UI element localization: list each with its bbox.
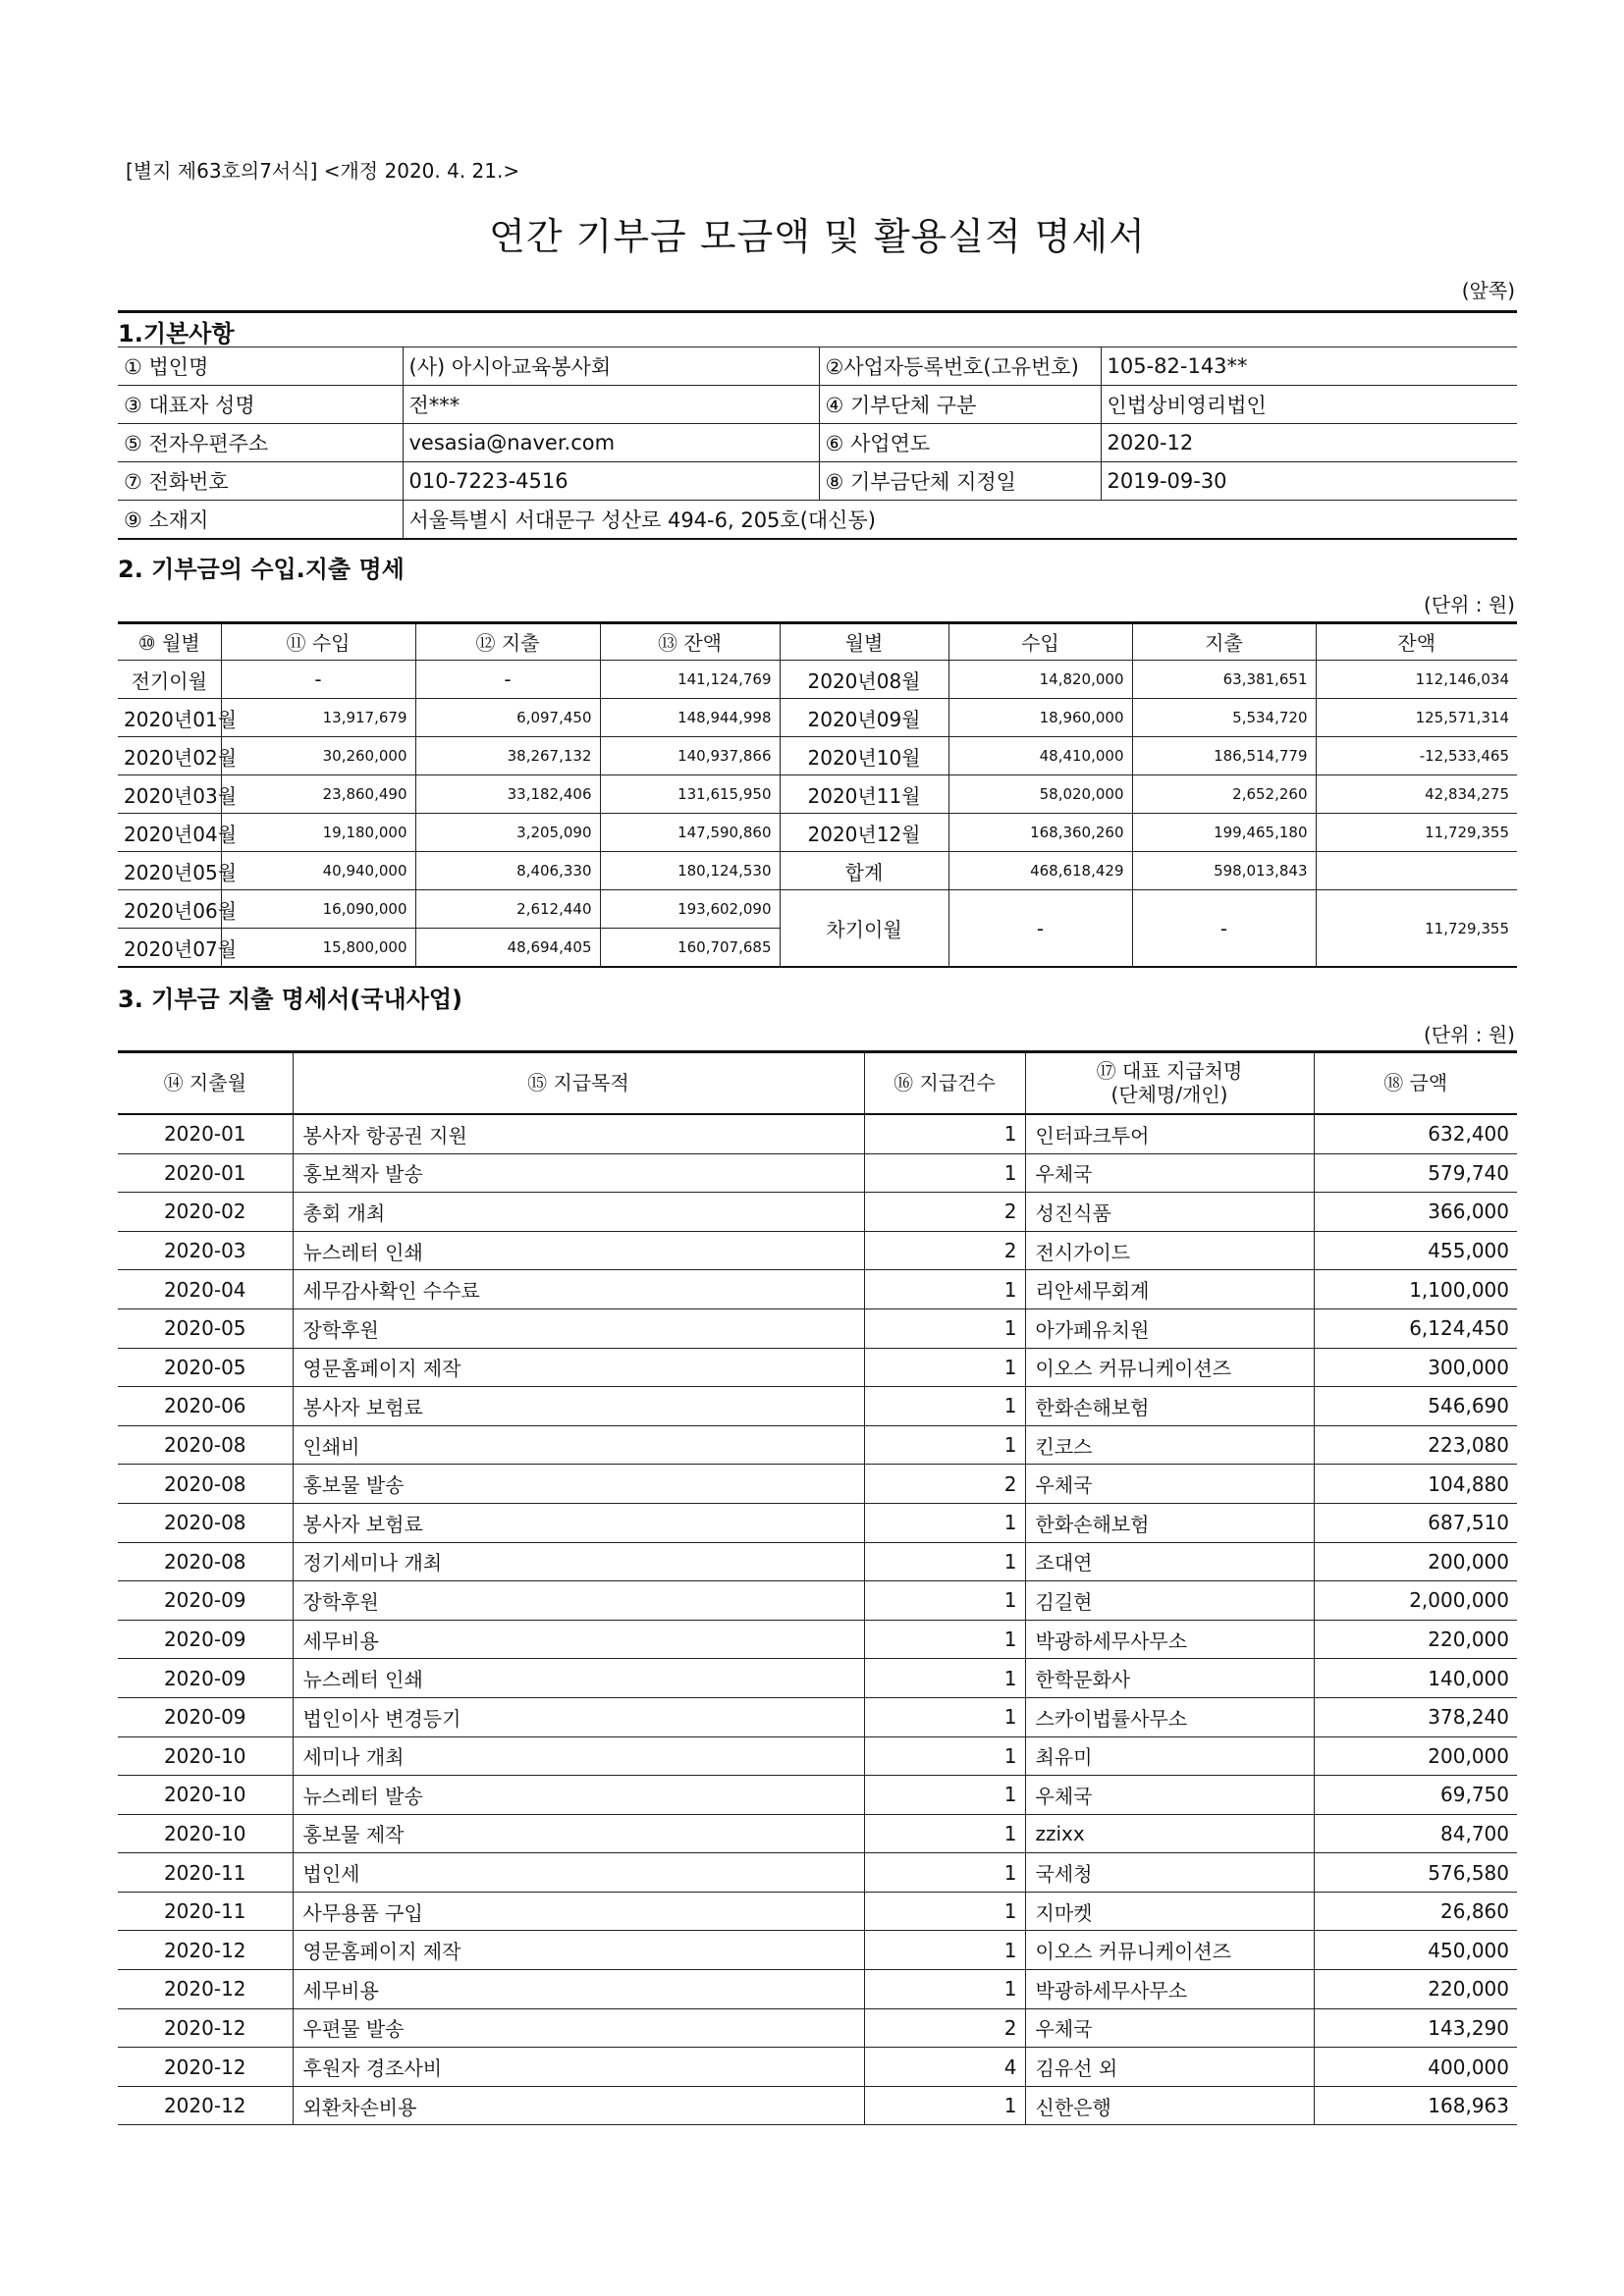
- right-in-cell: 168,360,260: [948, 814, 1132, 852]
- right-out-cell: -: [1132, 890, 1316, 968]
- expense-month-cell: 2020-12: [118, 2048, 293, 2087]
- expense-month-cell: 2020-11: [118, 1853, 293, 1893]
- expense-count-cell: 2: [864, 1231, 1025, 1270]
- expense-purpose-cell: 홍보책자 발송: [293, 1153, 864, 1193]
- expense-amount-cell: 300,000: [1314, 1348, 1517, 1387]
- expense-purpose-cell: 뉴스레터 인쇄: [293, 1231, 864, 1270]
- left-month-cell: 2020년07월: [118, 929, 221, 968]
- expense-count-cell: 1: [864, 1892, 1025, 1931]
- expense-purpose-cell: 인쇄비: [293, 1425, 864, 1465]
- field-label: ②사업자등록번호(고유번호): [819, 347, 1101, 386]
- expense-purpose-cell: 외환차손비용: [293, 2086, 864, 2125]
- expense-recipient-cell: zzixx: [1025, 1814, 1314, 1853]
- expense-recipient-cell: 우체국: [1025, 1465, 1314, 1504]
- expense-recipient-cell: 박광하세무사무소: [1025, 1970, 1314, 2009]
- expense-count-cell: 1: [864, 1736, 1025, 1776]
- expense-row: [118, 1153, 1517, 1193]
- expense-recipient-cell: 조대연: [1025, 1542, 1314, 1581]
- expense-purpose-cell: 법인이사 변경등기: [293, 1697, 864, 1736]
- expense-row: [118, 1776, 1517, 1815]
- expense-recipient-cell: 한화손해보험: [1025, 1503, 1314, 1542]
- field-value: 2019-09-30: [1101, 462, 1517, 501]
- expense-month-cell: 2020-08: [118, 1465, 293, 1504]
- expense-amount-cell: 200,000: [1314, 1736, 1517, 1776]
- expense-month-cell: 2020-01: [118, 1114, 293, 1153]
- expense-purpose-cell: 봉사자 보험료: [293, 1503, 864, 1542]
- expense-purpose-cell: 봉사자 항공권 지원: [293, 1114, 864, 1153]
- right-bal-cell: 112,146,034: [1316, 661, 1517, 699]
- left-out-cell: 3,205,090: [415, 814, 600, 852]
- right-month-cell: 2020년11월: [780, 775, 948, 814]
- expense-month-cell: 2020-05: [118, 1308, 293, 1348]
- left-out-cell: 8,406,330: [415, 852, 600, 890]
- field-label: ⑧ 기부금단체 지정일: [819, 462, 1101, 501]
- expense-amount-cell: 6,124,450: [1314, 1308, 1517, 1348]
- expense-row: [118, 1892, 1517, 1931]
- field-value: 010-7223-4516: [403, 462, 819, 501]
- field-label: ③ 대표자 성명: [118, 386, 403, 424]
- income-col-header: 수입: [948, 623, 1132, 661]
- right-bal-cell: 11,729,355: [1316, 890, 1517, 968]
- income-col-header: 지출: [1132, 623, 1316, 661]
- right-out-cell: 186,514,779: [1132, 737, 1316, 775]
- left-month-cell: 2020년04월: [118, 814, 221, 852]
- expense-row: [118, 1425, 1517, 1465]
- field-value: (사) 아시아교육봉사회: [403, 347, 819, 386]
- field-value: 105-82-143**: [1101, 347, 1517, 386]
- document-title: 연간 기부금 모금액 및 활용실적 명세서: [489, 215, 1146, 258]
- expense-recipient-cell: 최유미: [1025, 1736, 1314, 1776]
- expense-count-cell: 1: [864, 1776, 1025, 1815]
- income-col-header: 잔액: [1316, 623, 1517, 661]
- expense-recipient-cell: 김유선 외: [1025, 2048, 1314, 2087]
- right-out-cell: 598,013,843: [1132, 852, 1316, 890]
- expense-row: [118, 1114, 1517, 1153]
- expense-amount-cell: 223,080: [1314, 1425, 1517, 1465]
- expense-amount-cell: 168,963: [1314, 2086, 1517, 2125]
- expense-row: [118, 1465, 1517, 1504]
- page-side-label: (앞쪽): [1461, 279, 1515, 302]
- expense-row: [118, 1736, 1517, 1776]
- expense-amount-cell: 1,100,000: [1314, 1270, 1517, 1309]
- expense-amount-cell: 143,290: [1314, 2008, 1517, 2048]
- address-label: ⑨ 소재지: [118, 501, 403, 540]
- expense-recipient-cell: 한화손해보험: [1025, 1387, 1314, 1426]
- expense-count-cell: 1: [864, 1620, 1025, 1659]
- expense-month-cell: 2020-08: [118, 1542, 293, 1581]
- expense-row: [118, 1853, 1517, 1893]
- left-bal-cell: 141,124,769: [600, 661, 780, 699]
- section-3-title: 3. 기부금 지출 명세서(국내사업): [118, 986, 463, 1013]
- expense-purpose-cell: 장학후원: [293, 1581, 864, 1621]
- field-value: 2020-12: [1101, 424, 1517, 462]
- right-bal-cell: [1316, 852, 1517, 890]
- field-value: 전***: [403, 386, 819, 424]
- left-month-cell: 2020년06월: [118, 890, 221, 929]
- col-header-purpose: ⑮ 지급목적: [293, 1052, 864, 1114]
- basic-info-row: [118, 347, 1517, 386]
- expense-month-cell: 2020-12: [118, 2008, 293, 2048]
- expense-recipient-cell: 우체국: [1025, 1776, 1314, 1815]
- section-1-title: 1.기본사항: [118, 320, 235, 347]
- basic-info-row: [118, 462, 1517, 501]
- left-bal-cell: 140,937,866: [600, 737, 780, 775]
- expense-count-cell: 2: [864, 1465, 1025, 1504]
- right-out-cell: 2,652,260: [1132, 775, 1316, 814]
- expense-recipient-cell: 우체국: [1025, 1153, 1314, 1193]
- field-label: ④ 기부단체 구분: [819, 386, 1101, 424]
- expense-amount-cell: 104,880: [1314, 1465, 1517, 1504]
- expense-month-cell: 2020-02: [118, 1193, 293, 1232]
- left-month-cell: 2020년01월: [118, 699, 221, 737]
- field-label: ⑦ 전화번호: [118, 462, 403, 501]
- expense-count-cell: 1: [864, 1853, 1025, 1893]
- left-month-cell: 2020년03월: [118, 775, 221, 814]
- basic-info-row: [118, 424, 1517, 462]
- expense-row: [118, 1308, 1517, 1348]
- expense-purpose-cell: 영문홈페이지 제작: [293, 1348, 864, 1387]
- expense-recipient-cell: 리안세무회계: [1025, 1270, 1314, 1309]
- expense-row: [118, 2048, 1517, 2087]
- section-1-top-rule: [118, 310, 1517, 313]
- expense-month-cell: 2020-03: [118, 1231, 293, 1270]
- address-value: 서울특별시 서대문구 성산로 494-6, 205호(대신동): [403, 501, 1517, 540]
- right-month-cell: 합계: [780, 852, 948, 890]
- expense-recipient-cell: 김길현: [1025, 1581, 1314, 1621]
- left-in-cell: 16,090,000: [221, 890, 415, 929]
- expense-row: [118, 1387, 1517, 1426]
- col-header-recipient-line2: (단체명/개인): [1110, 1083, 1228, 1106]
- expense-purpose-cell: 봉사자 보험료: [293, 1387, 864, 1426]
- expense-amount-cell: 455,000: [1314, 1231, 1517, 1270]
- expense-purpose-cell: 홍보물 제작: [293, 1814, 864, 1853]
- expense-count-cell: 1: [864, 1308, 1025, 1348]
- col-header-recipient: [1025, 1052, 1314, 1114]
- expense-row: [118, 1581, 1517, 1621]
- expense-month-cell: 2020-09: [118, 1581, 293, 1621]
- basic-info-row-address: [118, 501, 1517, 540]
- expense-amount-cell: 2,000,000: [1314, 1581, 1517, 1621]
- expense-count-cell: 1: [864, 2086, 1025, 2125]
- expense-purpose-cell: 뉴스레터 발송: [293, 1776, 864, 1815]
- income-row: [118, 814, 1517, 852]
- expense-month-cell: 2020-05: [118, 1348, 293, 1387]
- expense-amount-cell: 450,000: [1314, 1931, 1517, 1970]
- expense-recipient-cell: 인터파크투어: [1025, 1114, 1314, 1153]
- expense-amount-cell: 140,000: [1314, 1659, 1517, 1698]
- expense-month-cell: 2020-12: [118, 1931, 293, 1970]
- form-number: [별지 제63호의7서식] <개정 2020. 4. 21.>: [126, 159, 520, 183]
- left-in-cell: -: [221, 661, 415, 699]
- expense-amount-cell: 84,700: [1314, 1814, 1517, 1853]
- expense-recipient-cell: 성진식품: [1025, 1193, 1314, 1232]
- expense-purpose-cell: 홍보물 발송: [293, 1465, 864, 1504]
- expense-row: [118, 1931, 1517, 1970]
- expense-month-cell: 2020-09: [118, 1620, 293, 1659]
- expense-count-cell: 1: [864, 1970, 1025, 2009]
- field-label: ⑥ 사업연도: [819, 424, 1101, 462]
- income-col-header: ⑫ 지출: [415, 623, 600, 661]
- expense-month-cell: 2020-09: [118, 1697, 293, 1736]
- expense-count-cell: 1: [864, 1931, 1025, 1970]
- left-in-cell: 19,180,000: [221, 814, 415, 852]
- basic-info-table: [118, 347, 1517, 540]
- col-header-recipient-line1: ⑰ 대표 지급처명: [1096, 1059, 1243, 1083]
- left-month-cell: 2020년02월: [118, 737, 221, 775]
- expense-amount-cell: 579,740: [1314, 1153, 1517, 1193]
- expense-month-cell: 2020-12: [118, 1970, 293, 2009]
- right-in-cell: 48,410,000: [948, 737, 1132, 775]
- expense-row: [118, 1270, 1517, 1309]
- expense-amount-cell: 546,690: [1314, 1387, 1517, 1426]
- expense-amount-cell: 632,400: [1314, 1114, 1517, 1153]
- left-in-cell: 30,260,000: [221, 737, 415, 775]
- expense-row: [118, 1814, 1517, 1853]
- expense-recipient-cell: 전시가이드: [1025, 1231, 1314, 1270]
- expense-month-cell: 2020-01: [118, 1153, 293, 1193]
- expense-recipient-cell: 지마켓: [1025, 1892, 1314, 1931]
- expense-month-cell: 2020-06: [118, 1387, 293, 1426]
- expense-recipient-cell: 박광하세무사무소: [1025, 1620, 1314, 1659]
- expense-row: [118, 1193, 1517, 1232]
- income-col-header: 월별: [780, 623, 948, 661]
- expense-count-cell: 1: [864, 1425, 1025, 1465]
- income-row: [118, 775, 1517, 814]
- expense-count-cell: 1: [864, 1814, 1025, 1853]
- right-out-cell: 5,534,720: [1132, 699, 1316, 737]
- expense-amount-cell: 200,000: [1314, 1542, 1517, 1581]
- income-expense-table: [118, 623, 1517, 968]
- col-header-amount: ⑱ 금액: [1314, 1052, 1517, 1114]
- expense-detail-table: [118, 1052, 1517, 2125]
- section-3-unit: (단위 : 원): [1423, 1023, 1515, 1046]
- expense-purpose-cell: 세미나 개최: [293, 1736, 864, 1776]
- expense-month-cell: 2020-11: [118, 1892, 293, 1931]
- expense-month-cell: 2020-10: [118, 1814, 293, 1853]
- expense-purpose-cell: 뉴스레터 인쇄: [293, 1659, 864, 1698]
- expense-count-cell: 1: [864, 1659, 1025, 1698]
- expense-row: [118, 1348, 1517, 1387]
- expense-amount-cell: 69,750: [1314, 1776, 1517, 1815]
- expense-row: [118, 1231, 1517, 1270]
- expense-count-cell: 4: [864, 2048, 1025, 2087]
- expense-month-cell: 2020-04: [118, 1270, 293, 1309]
- expense-row: [118, 1659, 1517, 1698]
- expense-recipient-cell: 아가페유치원: [1025, 1308, 1314, 1348]
- expense-row: [118, 2086, 1517, 2125]
- basic-info-row: [118, 386, 1517, 424]
- field-label: ⑤ 전자우편주소: [118, 424, 403, 462]
- expense-month-cell: 2020-08: [118, 1503, 293, 1542]
- right-out-cell: 199,465,180: [1132, 814, 1316, 852]
- right-month-cell: 2020년10월: [780, 737, 948, 775]
- income-row: [118, 661, 1517, 699]
- right-in-cell: 58,020,000: [948, 775, 1132, 814]
- expense-recipient-cell: 국세청: [1025, 1853, 1314, 1893]
- left-in-cell: 23,860,490: [221, 775, 415, 814]
- expense-recipient-cell: 이오스 커뮤니케이션즈: [1025, 1348, 1314, 1387]
- expense-count-cell: 1: [864, 1387, 1025, 1426]
- section-2-title: 2. 기부금의 수입.지출 명세: [118, 556, 405, 583]
- right-month-cell: 2020년08월: [780, 661, 948, 699]
- col-header-count: ⑯ 지급건수: [864, 1052, 1025, 1114]
- col-header-month: ⑭ 지출월: [118, 1052, 293, 1114]
- expense-purpose-cell: 총회 개최: [293, 1193, 864, 1232]
- expense-row: [118, 1697, 1517, 1736]
- field-label: ① 법인명: [118, 347, 403, 386]
- left-bal-cell: 180,124,530: [600, 852, 780, 890]
- expense-count-cell: 1: [864, 1114, 1025, 1153]
- left-out-cell: 33,182,406: [415, 775, 600, 814]
- right-month-cell: 2020년12월: [780, 814, 948, 852]
- expense-amount-cell: 220,000: [1314, 1970, 1517, 2009]
- expense-purpose-cell: 영문홈페이지 제작: [293, 1931, 864, 1970]
- left-in-cell: 15,800,000: [221, 929, 415, 968]
- expense-month-cell: 2020-12: [118, 2086, 293, 2125]
- income-col-header: ⑩ 월별: [118, 623, 221, 661]
- right-in-cell: 468,618,429: [948, 852, 1132, 890]
- expense-month-cell: 2020-10: [118, 1736, 293, 1776]
- expense-amount-cell: 220,000: [1314, 1620, 1517, 1659]
- right-in-cell: -: [948, 890, 1132, 968]
- expense-count-cell: 2: [864, 1193, 1025, 1232]
- expense-purpose-cell: 법인세: [293, 1853, 864, 1893]
- left-month-cell: 2020년05월: [118, 852, 221, 890]
- expense-purpose-cell: 우편물 발송: [293, 2008, 864, 2048]
- left-month-cell: 전기이월: [118, 661, 221, 699]
- expense-purpose-cell: 후원자 경조사비: [293, 2048, 864, 2087]
- expense-count-cell: 1: [864, 1348, 1025, 1387]
- income-col-header: ⑪ 수입: [221, 623, 415, 661]
- left-in-cell: 40,940,000: [221, 852, 415, 890]
- expense-recipient-cell: 신한은행: [1025, 2086, 1314, 2125]
- right-bal-cell: 125,571,314: [1316, 699, 1517, 737]
- expense-amount-cell: 687,510: [1314, 1503, 1517, 1542]
- left-bal-cell: 147,590,860: [600, 814, 780, 852]
- expense-count-cell: 1: [864, 1697, 1025, 1736]
- expense-purpose-cell: 세무비용: [293, 1620, 864, 1659]
- expense-recipient-cell: 킨코스: [1025, 1425, 1314, 1465]
- left-out-cell: 6,097,450: [415, 699, 600, 737]
- expense-recipient-cell: 이오스 커뮤니케이션즈: [1025, 1931, 1314, 1970]
- expense-recipient-cell: 한학문화사: [1025, 1659, 1314, 1698]
- left-bal-cell: 148,944,998: [600, 699, 780, 737]
- expense-count-cell: 1: [864, 1542, 1025, 1581]
- expense-row: [118, 1542, 1517, 1581]
- expense-purpose-cell: 세무비용: [293, 1970, 864, 2009]
- left-bal-cell: 160,707,685: [600, 929, 780, 968]
- expense-count-cell: 1: [864, 1153, 1025, 1193]
- left-out-cell: -: [415, 661, 600, 699]
- expense-count-cell: 1: [864, 1581, 1025, 1621]
- left-out-cell: 2,612,440: [415, 890, 600, 929]
- income-row: [118, 699, 1517, 737]
- expense-row: [118, 1620, 1517, 1659]
- expense-amount-cell: 366,000: [1314, 1193, 1517, 1232]
- income-row: [118, 890, 1517, 929]
- expense-count-cell: 1: [864, 1503, 1025, 1542]
- expense-amount-cell: 576,580: [1314, 1853, 1517, 1893]
- expense-row: [118, 1503, 1517, 1542]
- expense-recipient-cell: 우체국: [1025, 2008, 1314, 2048]
- expense-month-cell: 2020-09: [118, 1659, 293, 1698]
- expense-amount-cell: 26,860: [1314, 1892, 1517, 1931]
- expense-amount-cell: 378,240: [1314, 1697, 1517, 1736]
- left-out-cell: 48,694,405: [415, 929, 600, 968]
- field-value: 인법상비영리법인: [1101, 386, 1517, 424]
- expense-purpose-cell: 장학후원: [293, 1308, 864, 1348]
- right-out-cell: 63,381,651: [1132, 661, 1316, 699]
- right-bal-cell: 42,834,275: [1316, 775, 1517, 814]
- right-month-cell: 차기이월: [780, 890, 948, 968]
- left-in-cell: 13,917,679: [221, 699, 415, 737]
- income-row: [118, 737, 1517, 775]
- expense-row: [118, 1970, 1517, 2009]
- expense-recipient-cell: 스카이법률사무소: [1025, 1697, 1314, 1736]
- right-in-cell: 14,820,000: [948, 661, 1132, 699]
- field-value: vesasia@naver.com: [403, 424, 819, 462]
- right-month-cell: 2020년09월: [780, 699, 948, 737]
- section-2-unit: (단위 : 원): [1423, 593, 1515, 616]
- expense-amount-cell: 400,000: [1314, 2048, 1517, 2087]
- expense-count-cell: 2: [864, 2008, 1025, 2048]
- left-out-cell: 38,267,132: [415, 737, 600, 775]
- income-col-header: ⑬ 잔액: [600, 623, 780, 661]
- left-bal-cell: 193,602,090: [600, 890, 780, 929]
- expense-purpose-cell: 사무용품 구입: [293, 1892, 864, 1931]
- expense-row: [118, 2008, 1517, 2048]
- expense-count-cell: 1: [864, 1270, 1025, 1309]
- expense-month-cell: 2020-08: [118, 1425, 293, 1465]
- right-bal-cell: 11,729,355: [1316, 814, 1517, 852]
- right-in-cell: 18,960,000: [948, 699, 1132, 737]
- right-bal-cell: -12,533,465: [1316, 737, 1517, 775]
- expense-month-cell: 2020-10: [118, 1776, 293, 1815]
- left-bal-cell: 131,615,950: [600, 775, 780, 814]
- income-row: [118, 852, 1517, 890]
- expense-purpose-cell: 정기세미나 개최: [293, 1542, 864, 1581]
- expense-purpose-cell: 세무감사확인 수수료: [293, 1270, 864, 1309]
